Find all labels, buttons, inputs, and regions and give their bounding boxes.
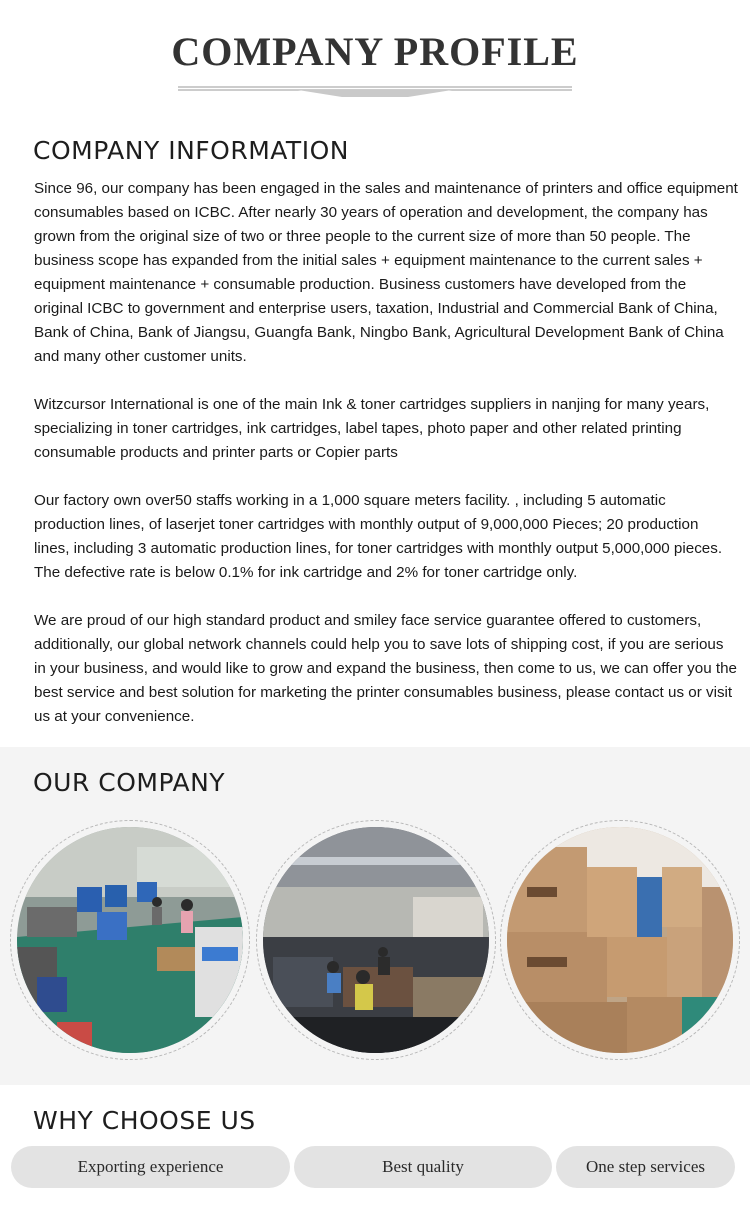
info-paragraph-supplier: Witzcursor International is one of the main Ink & toner cartridges suppliers in nanjing for many years, specializing in toner cartridges, ink cartridges, label tapes, photo paper and other related printing consumable products and printer parts or Copier parts — [34, 396, 710, 461]
company-photo-workshop — [256, 820, 496, 1060]
title-divider — [178, 86, 572, 98]
company-photo-warehouse — [10, 820, 250, 1060]
info-paragraph-service: We are proud of our high standard product and smiley face service guarantee offered to customers, additionally, our global network channels could help you to save lots of shipping cost, if you are serious in your business, and would like to grow and expand the business, then come to us, we can offer you the best service and best solution for marketing the printer consumables business, please contact us or visit us at your convenience. — [34, 612, 737, 725]
why-choose-us-heading: WHY CHOOSE US — [33, 1106, 256, 1135]
info-paragraph-history: Since 96, our company has been engaged in the sales and maintenance of printers and office equipment consumables based on ICBC. After nearly 30 years of operation and development, the company has grown from the original size of two or three people to the current size of more than 50 people. The business scope has expanded from the initial sales + equipment maintenance to the current sales + equipment maintenance + consumable production. Business customers have developed from the original ICBC to government and enterprise users, taxation, Industrial and Commercial Bank of China, Bank of China, Bank of Jiangsu, Guangfa Bank, Ningbo Bank, Agricultural Development Bank of China and many other customer units. — [34, 180, 738, 365]
company-information-heading: COMPANY INFORMATION — [33, 136, 349, 165]
company-photo-boxes — [500, 820, 740, 1060]
feature-best-quality: Best quality — [294, 1146, 552, 1188]
info-paragraph-factory: Our factory own over50 staffs working in a 1,000 square meters facility. , including 5 automatic production lines, of laserjet toner cartridges with monthly output of 9,000,000 Pieces; 20 production lines, including 3 automatic production lines, for toner cartridges with monthly output 5,000,000 pieces. The defective rate is below 0.1% for ink cartridge and 2% for toner cartridge only. — [34, 492, 723, 581]
our-company-heading: OUR COMPANY — [33, 768, 226, 797]
feature-exporting-experience: Exporting experience — [11, 1146, 290, 1188]
page-title: COMPANY PROFILE — [171, 29, 579, 74]
feature-one-step-services: One step services — [556, 1146, 735, 1188]
